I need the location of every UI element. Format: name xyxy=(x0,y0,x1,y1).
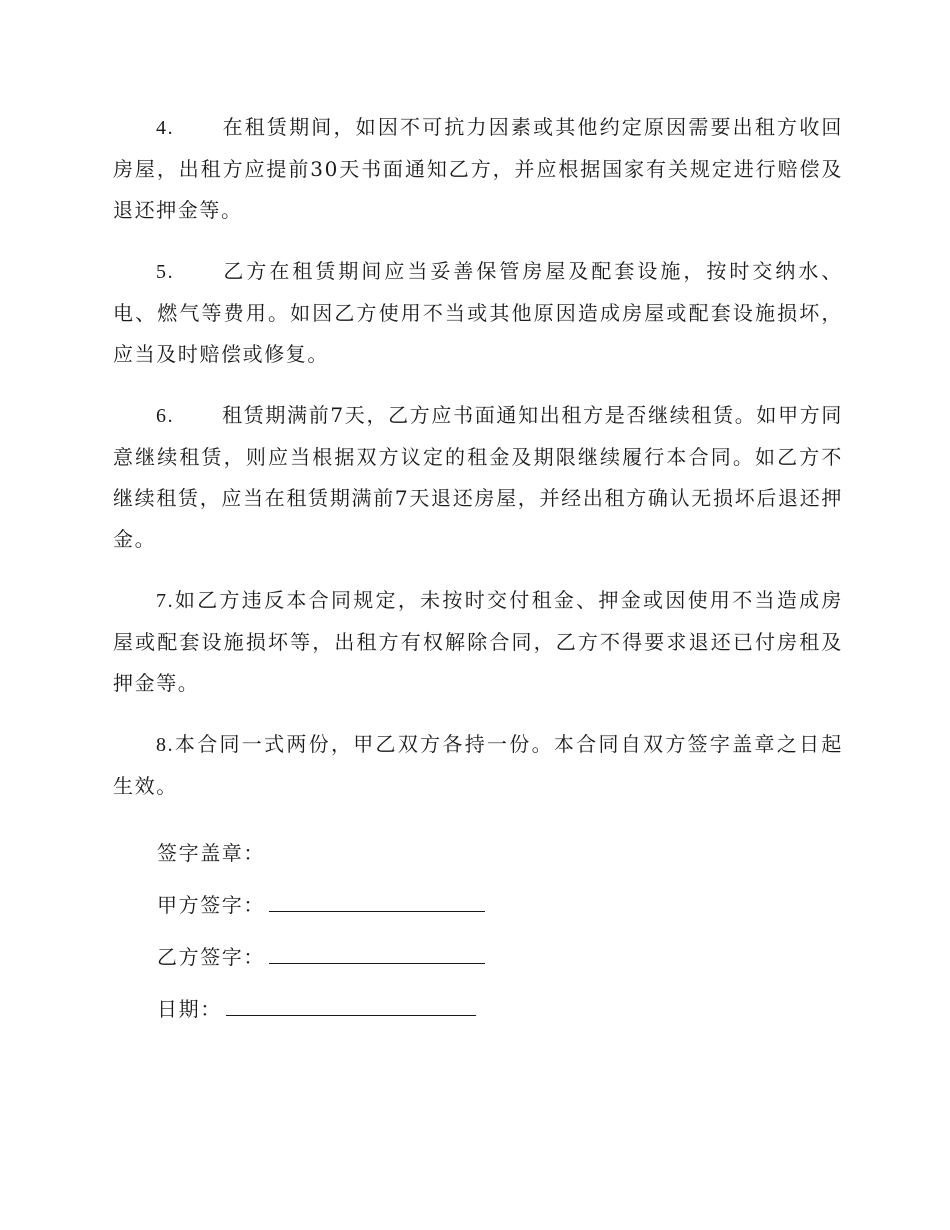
signature-heading xyxy=(157,827,843,879)
clause-number: 7. xyxy=(156,590,175,612)
clause-text: 租赁期满前7天，乙方应书面通知出租方是否继续租赁。如甲方同意继续租赁，则应当根据双方议定的租金及期限继续履行本合同。如乙方不继续租赁，应当在租赁期满前7天退还房屋，并经出租方确认无损坏后退还押金。 xyxy=(113,403,843,551)
clause-text: 乙方在租赁期间应当妥善保管房屋及配套设施，按时交纳水、电、燃气等费用。如因乙方使用不当或其他原因造成房屋或配套设施损坏，应当及时赔偿或修复。 xyxy=(113,259,843,366)
party-a-signature-blank[interactable] xyxy=(269,893,485,912)
clause-text: 在租赁期间，如因不可抗力因素或其他约定原因需要出租方收回房屋，出租方应提前30天书面通知乙方，并应根据国家有关规定进行赔偿及退还押金等。 xyxy=(113,115,843,222)
clause-number: 4. xyxy=(156,117,175,139)
clause-text: 本合同一式两份，甲乙双方各持一份。本合同自双方签字盖章之日起生效。 xyxy=(113,732,843,798)
clause-number: 6. xyxy=(156,405,175,427)
signature-heading-label: 签字盖章： xyxy=(157,841,265,865)
signature-block xyxy=(113,827,843,1035)
date-blank[interactable] xyxy=(226,997,476,1016)
clause-7 xyxy=(113,580,843,704)
clause-number: 8. xyxy=(156,734,175,756)
clause-4 xyxy=(113,107,843,231)
party-b-signature-row xyxy=(157,931,843,983)
date-row xyxy=(157,983,843,1035)
clause-6 xyxy=(113,395,843,560)
clause-text: 如乙方违反本合同规定，未按时交付租金、押金或因使用不当造成房屋或配套设施损坏等，出租方有权解除合同，乙方不得要求退还已付房租及押金等。 xyxy=(113,588,843,695)
party-b-signature-label: 乙方签字： xyxy=(157,945,265,969)
contract-page xyxy=(113,107,843,1035)
party-a-signature-label: 甲方签字： xyxy=(157,893,265,917)
clause-number: 5. xyxy=(156,261,175,283)
date-label: 日期： xyxy=(157,997,222,1021)
party-a-signature-row xyxy=(157,879,843,931)
party-b-signature-blank[interactable] xyxy=(269,945,485,964)
clause-8 xyxy=(113,724,843,807)
clause-5 xyxy=(113,251,843,375)
